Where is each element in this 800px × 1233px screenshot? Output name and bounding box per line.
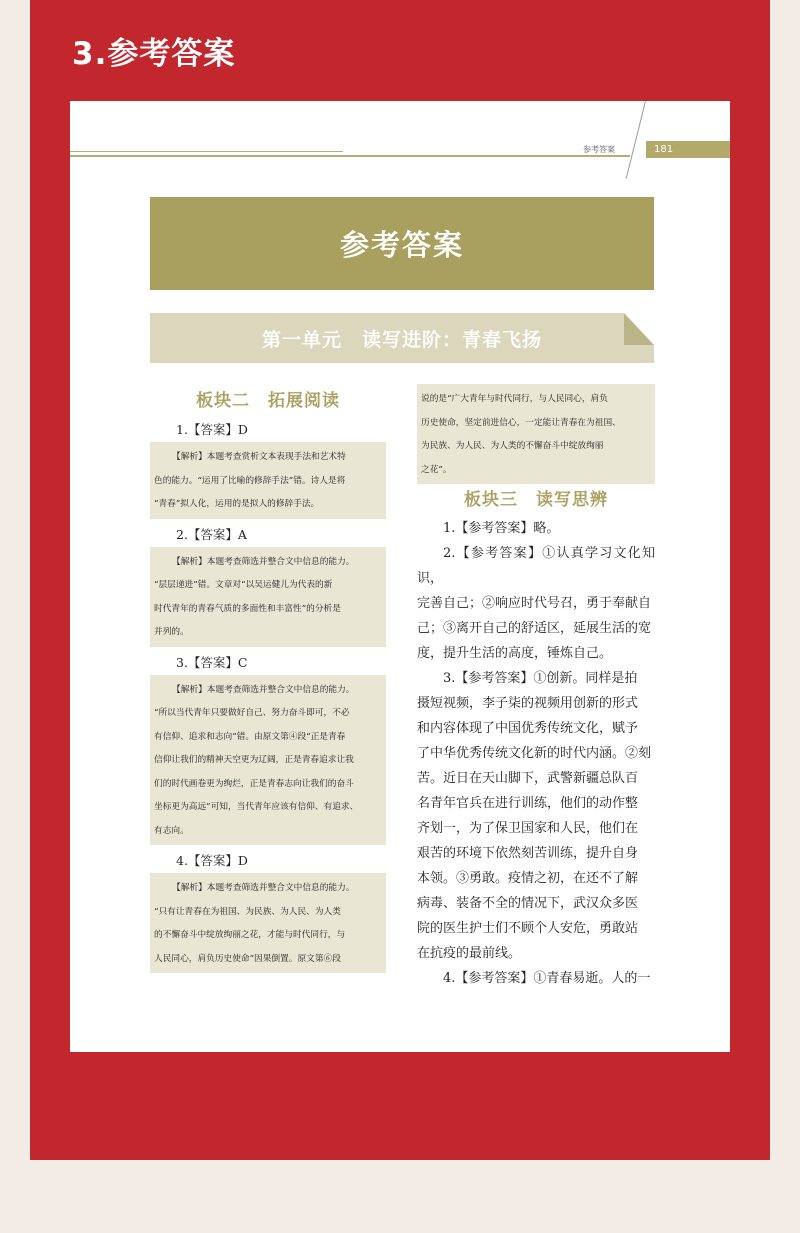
page-number: 181 [646,141,730,158]
unit-title-box [150,313,654,363]
paragraph-line: 度，提升生活的高度，锤炼自己。 [417,646,613,661]
answer-item [150,523,386,647]
analysis-line: 信仰让我们的精神天空更为辽阔，正是青春追求让我 [154,755,354,765]
analysis-line: 并列的。 [154,627,189,637]
paragraph-line: 了中华优秀传统文化新的时代内涵。②刻 [417,746,652,761]
answer-line: 3.【答案】C [176,654,248,670]
header-rule-top [70,151,343,152]
paragraph-line: 4.【参考答案】①青春易逝。人的一 [443,971,651,986]
answer-item [150,651,386,846]
analysis-line: “层层递进”错。文章对“以吴运健儿为代表的新 [154,580,333,590]
paragraph-line: 3.【参考答案】①创新。同样是拍 [443,671,638,686]
analysis-line: 们的时代画卷更为绚烂，正是青春志向让我们的奋斗 [154,778,354,789]
paragraph-line: 齐划一，为了保卫国家和人民，他们在 [417,821,639,836]
unit-title-text: 第一单元 读写进阶：青春飞扬 [261,328,542,351]
section-title: 板块二 拓展阅读 [196,391,340,411]
left-column [150,384,386,973]
paragraph-line: 和内容体现了中国优秀传统文化，赋予 [417,721,639,736]
paragraph-line: 本领。③勇敢。疫情之初，在还不了解 [417,871,639,886]
answer-paragraph [417,966,655,991]
answer-item [150,418,386,519]
analysis-line: 人民同心，肩负历史使命”因果倒置。原文第⑥段 [154,953,341,964]
answer-paragraph [417,666,655,966]
analysis-box [150,675,386,846]
corner-fold-decoration [624,313,654,345]
analysis-line: 说的是“广大青年与时代同行，与人民同心，肩负 [421,394,608,404]
analysis-line: 【解析】本题考查筛选并整合文中信息的能力。 [172,684,355,695]
book-page [70,101,730,1052]
analysis-box [150,873,386,973]
answer-line: 1.【答案】D [176,422,248,437]
paragraph-line: 名青年官兵在进行训练，他们的动作整 [417,796,639,811]
banner-title: 3.参考答案 [72,36,236,72]
paragraph-line: 在抗疫的最前线。 [417,946,522,961]
paragraph-line: 己；③离开自己的舒适区，延展生活的宽 [417,621,652,636]
paragraph-line: 2.【参考答案】①认真学习文化知识， [417,546,655,586]
paragraph-line: 摄短视频，李子柒的视频用创新的形式 [417,696,639,711]
right-column [417,384,655,991]
header-rule-bottom [70,155,630,157]
analysis-line: 【解析】本题考查赏析文本表现手法和艺术特 [172,452,346,462]
answer-item [150,849,386,973]
analysis-continuation-box [417,384,655,484]
analysis-line: “所以当代青年只要做好自己、努力奋斗即可，不必 [154,708,350,718]
analysis-line: 【解析】本题考查筛选并整合文中信息的能力。 [172,556,355,567]
analysis-line: 的不懈奋斗中绽放绚丽之花，才能与时代同行，与 [154,930,346,940]
analysis-line: 历史使命，坚定前进信心，一定能让青春在为祖国、 [421,417,621,428]
paragraph-line: 艰苦的环境下依然刻苦训练，提升自身 [417,846,639,861]
answer-paragraph [417,541,655,666]
analysis-box [150,442,386,519]
paragraph-line: 苦。近日在天山脚下，武警新疆总队百 [417,771,639,786]
analysis-line: 【解析】本题考查筛选并整合文中信息的能力。 [172,883,355,893]
paragraph-line: 1.【参考答案】略。 [443,521,560,536]
paragraph-line: 病毒、装备不全的情况下，武汉众多医 [417,896,639,911]
paragraph-line: 完善自己；②响应时代号召，勇于奉献自 [417,596,652,611]
main-title-text: 参考答案 [339,228,464,262]
analysis-line: 有信仰、追求和志向”错。由原文第④段“正是青春 [154,731,346,742]
analysis-line: 时代青年的青春气质的多面性和丰富性”的分析是 [154,603,341,614]
header-divider-slash [626,101,646,179]
analysis-box [150,547,386,647]
analysis-line: “只有让青春在为祖国、为民族、为人民、为人类 [154,906,341,917]
answer-line: 2.【答案】A [176,526,247,542]
analysis-line: “青春”拟人化，运用的是拟人的修辞手法。 [154,499,320,509]
analysis-line: 之花”。 [421,464,452,475]
answer-paragraph [417,516,655,541]
main-title [150,197,654,290]
analysis-line: 为民族、为人民、为人类的不懈奋斗中绽放绚丽 [421,441,604,451]
analysis-line: 色的能力。“运用了比喻的修辞手法”错。诗人是将 [154,475,346,486]
paragraph-line: 院的医生护士们不顾个人安危，勇敢站 [417,921,639,936]
section-title: 板块三 读写思辨 [464,490,608,510]
running-header-label: 参考答案 [583,145,615,154]
answer-line: 4.【答案】D [176,853,248,868]
analysis-line: 有志向。 [154,825,189,836]
analysis-line: 坐标更为高远”可知，当代青年应该有信仰、有追求、 [154,802,359,812]
